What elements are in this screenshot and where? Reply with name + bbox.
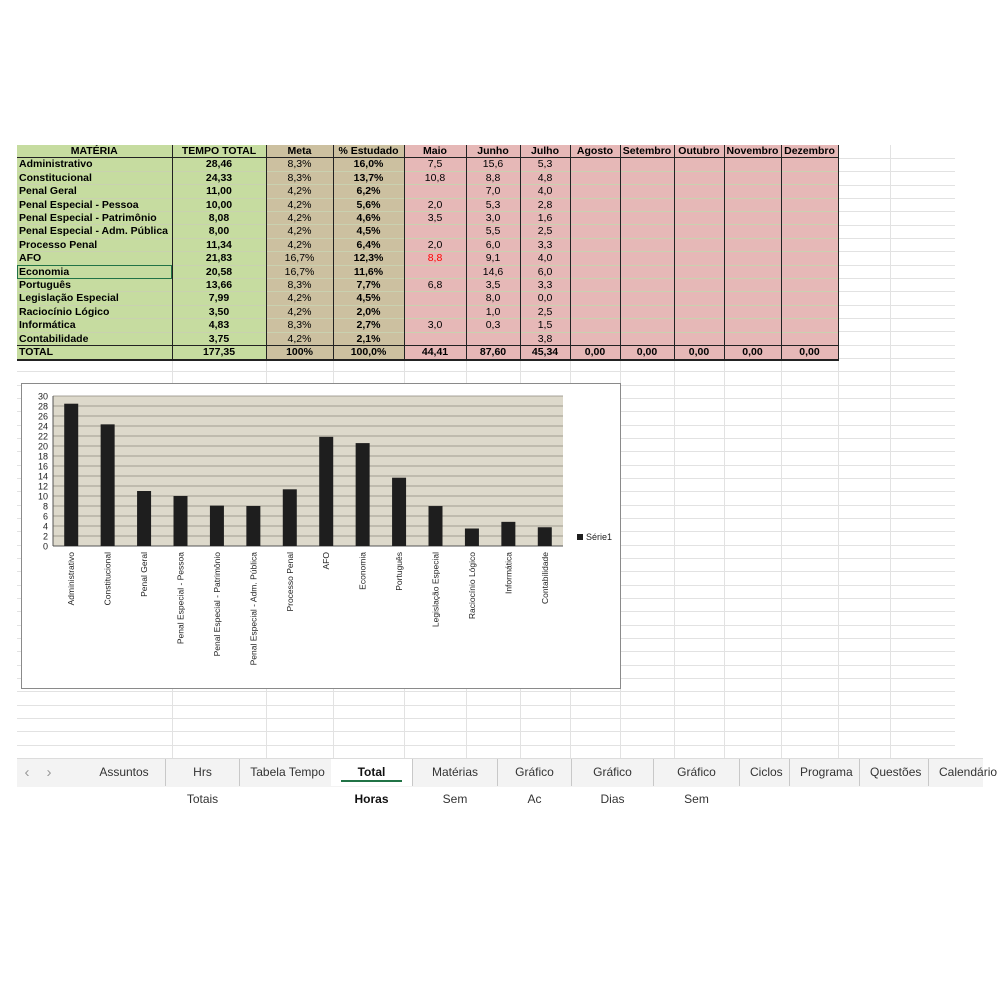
- cell-maio[interactable]: [404, 265, 466, 278]
- y-tick-label: 4: [42, 521, 48, 532]
- cell-meta[interactable]: 4,2%: [266, 238, 333, 251]
- cell-empty-month[interactable]: [620, 225, 674, 238]
- header-row: [17, 145, 838, 158]
- cell-empty-month[interactable]: [781, 171, 838, 184]
- cell-tempo[interactable]: 8,08: [172, 212, 266, 225]
- cell-julho[interactable]: 1,5: [520, 319, 570, 332]
- cell-empty-month[interactable]: [781, 212, 838, 225]
- tab-grafico-sem[interactable]: [654, 759, 740, 806]
- gridline: [17, 745, 955, 746]
- cell-tempo[interactable]: 20,58: [172, 265, 266, 278]
- cell-tempo[interactable]: 3,75: [172, 332, 266, 345]
- cell-empty-month[interactable]: [620, 292, 674, 305]
- bar: [174, 496, 188, 546]
- table-row: [17, 265, 838, 278]
- cell-maio[interactable]: 10,8: [404, 171, 466, 184]
- total-dezembro[interactable]: 0,00: [781, 346, 838, 360]
- legend-label: Série1: [586, 532, 613, 542]
- cell-julho[interactable]: 0,0: [520, 292, 570, 305]
- tab-label: Ciclos: [750, 765, 783, 779]
- cell-empty-month[interactable]: [620, 332, 674, 345]
- cell-empty-month[interactable]: [781, 292, 838, 305]
- legend-swatch: [577, 534, 583, 540]
- total-pct[interactable]: 100,0%: [333, 346, 404, 360]
- cell-maio[interactable]: 7,5: [404, 158, 466, 171]
- cell-tempo[interactable]: 24,33: [172, 171, 266, 184]
- gridline: [17, 691, 955, 692]
- bar: [392, 478, 406, 546]
- y-tick-label: 10: [37, 491, 48, 502]
- cell-julho[interactable]: 3,8: [520, 332, 570, 345]
- cell-pct[interactable]: 4,6%: [333, 212, 404, 225]
- cell-materia[interactable]: Português: [17, 279, 172, 292]
- gridline: [17, 705, 955, 706]
- cell-meta[interactable]: 8,3%: [266, 319, 333, 332]
- cell-empty-month[interactable]: [724, 185, 781, 198]
- cell-empty-month[interactable]: [570, 279, 620, 292]
- total-setembro[interactable]: 0,00: [620, 346, 674, 360]
- cell-empty-month[interactable]: [570, 292, 620, 305]
- cell-julho[interactable]: 2,5: [520, 225, 570, 238]
- header-dezembro[interactable]: Dezembro: [781, 145, 838, 158]
- cell-empty-month[interactable]: [781, 305, 838, 318]
- cell-junho[interactable]: 6,0: [466, 238, 520, 251]
- x-tick-label: Economia: [357, 552, 368, 590]
- y-tick-label: 26: [37, 411, 48, 422]
- cell-tempo[interactable]: 4,83: [172, 319, 266, 332]
- table-row: [17, 292, 838, 305]
- table-row: [17, 171, 838, 184]
- cell-empty-month[interactable]: [674, 171, 724, 184]
- cell-materia[interactable]: Economia: [17, 265, 172, 278]
- cell-materia[interactable]: Processo Penal: [17, 238, 172, 251]
- cell-empty-month[interactable]: [570, 319, 620, 332]
- total-tempo[interactable]: 177,35: [172, 346, 266, 360]
- cell-junho[interactable]: 7,0: [466, 185, 520, 198]
- cell-tempo[interactable]: 11,34: [172, 238, 266, 251]
- tab-label: Gráfico Sem: [677, 765, 716, 806]
- cell-empty-month[interactable]: [781, 279, 838, 292]
- header-agosto[interactable]: Agosto: [570, 145, 620, 158]
- cell-meta[interactable]: 4,2%: [266, 225, 333, 238]
- cell-julho[interactable]: 2,5: [520, 305, 570, 318]
- cell-empty-month[interactable]: [570, 212, 620, 225]
- tab-assuntos[interactable]: [83, 759, 166, 786]
- tab-label: Programa: [800, 765, 853, 779]
- cell-tempo[interactable]: 28,46: [172, 158, 266, 171]
- y-tick-label: 14: [37, 471, 48, 482]
- tab-programa[interactable]: [790, 759, 860, 786]
- x-tick-label: Administrativo: [66, 552, 77, 606]
- cell-maio[interactable]: 2,0: [404, 238, 466, 251]
- cell-julho[interactable]: 3,3: [520, 279, 570, 292]
- tab-grafico-ac[interactable]: [498, 759, 572, 806]
- cell-empty-month[interactable]: [674, 265, 724, 278]
- cell-empty-month[interactable]: [674, 158, 724, 171]
- y-tick-label: 6: [42, 511, 48, 522]
- cell-maio[interactable]: [404, 292, 466, 305]
- cell-empty-month[interactable]: [724, 319, 781, 332]
- cell-julho[interactable]: 4,0: [520, 185, 570, 198]
- bar: [465, 529, 479, 547]
- cell-tempo[interactable]: 13,66: [172, 279, 266, 292]
- cell-tempo[interactable]: 3,50: [172, 305, 266, 318]
- cell-julho[interactable]: 1,6: [520, 212, 570, 225]
- cell-meta[interactable]: 8,3%: [266, 279, 333, 292]
- cell-materia[interactable]: AFO: [17, 252, 172, 265]
- tab-label: Hrs Totais: [186, 765, 219, 806]
- cell-empty-month[interactable]: [724, 265, 781, 278]
- cell-empty-month[interactable]: [674, 198, 724, 211]
- cell-empty-month[interactable]: [674, 238, 724, 251]
- cell-empty-month[interactable]: [724, 198, 781, 211]
- cell-materia[interactable]: Legislação Especial: [17, 292, 172, 305]
- cell-pct[interactable]: 2,0%: [333, 305, 404, 318]
- cell-materia[interactable]: Penal Especial - Adm. Pública: [17, 225, 172, 238]
- cell-empty-month[interactable]: [724, 252, 781, 265]
- cell-junho[interactable]: 8,0: [466, 292, 520, 305]
- gridline: [17, 731, 955, 732]
- gridline: [890, 145, 891, 758]
- cell-empty-month[interactable]: [781, 198, 838, 211]
- cell-empty-month[interactable]: [570, 238, 620, 251]
- x-tick-label: Constitucional: [102, 552, 113, 606]
- tab-hrs-totais[interactable]: [166, 759, 240, 806]
- tab-label: Gráfico Ac: [515, 765, 554, 806]
- y-tick-label: 2: [42, 531, 48, 542]
- total-junho[interactable]: 87,60: [466, 346, 520, 360]
- cell-pct[interactable]: 13,7%: [333, 171, 404, 184]
- cell-meta[interactable]: 4,2%: [266, 212, 333, 225]
- cell-empty-month[interactable]: [570, 332, 620, 345]
- total-julho[interactable]: 45,34: [520, 346, 570, 360]
- cell-empty-month[interactable]: [724, 279, 781, 292]
- cell-junho[interactable]: [466, 332, 520, 345]
- x-tick-label: Informática: [503, 552, 514, 595]
- x-tick-label: Penal Especial - Adm. Pública: [248, 552, 259, 666]
- cell-empty-month[interactable]: [620, 265, 674, 278]
- cell-meta[interactable]: 16,7%: [266, 252, 333, 265]
- cell-empty-month[interactable]: [781, 225, 838, 238]
- cell-empty-month[interactable]: [570, 158, 620, 171]
- cell-empty-month[interactable]: [620, 252, 674, 265]
- cell-empty-month[interactable]: [570, 225, 620, 238]
- tab-ciclos[interactable]: [740, 759, 790, 786]
- cell-empty-month[interactable]: [724, 292, 781, 305]
- table-row: [17, 305, 838, 318]
- x-tick-label: AFO: [321, 552, 332, 570]
- x-tick-label: Raciocínio Lógico: [466, 552, 477, 620]
- y-tick-label: 0: [42, 541, 48, 552]
- tab-materias-sem[interactable]: [413, 759, 498, 806]
- cell-meta[interactable]: 4,2%: [266, 332, 333, 345]
- cell-materia[interactable]: Constitucional: [17, 171, 172, 184]
- table-row: [17, 238, 838, 251]
- y-tick-label: 28: [37, 401, 48, 412]
- cell-materia[interactable]: Administrativo: [17, 158, 172, 171]
- cell-materia[interactable]: Penal Especial - Patrimônio: [17, 212, 172, 225]
- y-tick-label: 16: [37, 461, 48, 472]
- cell-pct[interactable]: 2,1%: [333, 332, 404, 345]
- chart-canvas: [22, 384, 620, 688]
- bar: [538, 527, 552, 546]
- cell-junho[interactable]: 5,5: [466, 225, 520, 238]
- cell-meta[interactable]: 16,7%: [266, 265, 333, 278]
- bar: [319, 437, 333, 546]
- cell-julho[interactable]: 3,3: [520, 238, 570, 251]
- table-row: [17, 252, 838, 265]
- cell-pct[interactable]: 6,2%: [333, 185, 404, 198]
- cell-pct[interactable]: 5,6%: [333, 198, 404, 211]
- cell-junho[interactable]: 0,3: [466, 319, 520, 332]
- cell-empty-month[interactable]: [570, 198, 620, 211]
- cell-meta[interactable]: 8,3%: [266, 171, 333, 184]
- chevron-right-icon[interactable]: ›: [46, 764, 52, 781]
- cell-empty-month[interactable]: [781, 158, 838, 171]
- cell-tempo[interactable]: 7,99: [172, 292, 266, 305]
- table-row: [17, 158, 838, 171]
- total-meta[interactable]: 100%: [266, 346, 333, 360]
- y-tick-label: 20: [37, 441, 48, 452]
- cell-maio[interactable]: 8,8: [404, 252, 466, 265]
- tab-label: Assuntos: [99, 765, 149, 779]
- tab-label: Matérias Sem: [431, 765, 478, 806]
- header-meta[interactable]: Meta: [266, 145, 333, 158]
- bar: [501, 522, 515, 546]
- tab-label: Questões: [870, 765, 922, 779]
- cell-pct[interactable]: 6,4%: [333, 238, 404, 251]
- cell-empty-month[interactable]: [570, 252, 620, 265]
- header-julho[interactable]: Julho: [520, 145, 570, 158]
- y-tick-label: 18: [37, 451, 48, 462]
- cell-pct[interactable]: 7,7%: [333, 279, 404, 292]
- cell-empty-month[interactable]: [570, 171, 620, 184]
- cell-empty-month[interactable]: [674, 212, 724, 225]
- total-maio[interactable]: 44,41: [404, 346, 466, 360]
- cell-maio[interactable]: [404, 225, 466, 238]
- cell-tempo[interactable]: 10,00: [172, 198, 266, 211]
- bar: [283, 489, 297, 546]
- cell-empty-month[interactable]: [724, 332, 781, 345]
- cell-empty-month[interactable]: [674, 319, 724, 332]
- cell-empty-month[interactable]: [724, 212, 781, 225]
- y-tick-label: 30: [37, 391, 48, 402]
- cell-junho[interactable]: 3,5: [466, 279, 520, 292]
- cell-empty-month[interactable]: [724, 238, 781, 251]
- total-agosto[interactable]: 0,00: [570, 346, 620, 360]
- header-estudado[interactable]: % Estudado: [333, 145, 404, 158]
- bar: [137, 491, 151, 546]
- plot-area: [53, 396, 563, 546]
- cell-maio[interactable]: 3,0: [404, 319, 466, 332]
- cell-meta[interactable]: 4,2%: [266, 305, 333, 318]
- active-tab-underline: [341, 780, 402, 782]
- bar: [210, 506, 224, 546]
- cell-maio[interactable]: [404, 185, 466, 198]
- x-tick-label: Processo Penal: [284, 552, 295, 612]
- header-setembro[interactable]: Setembro: [620, 145, 674, 158]
- table-row: [17, 198, 838, 211]
- bar: [64, 404, 78, 546]
- gridline: [17, 718, 955, 719]
- cell-empty-month[interactable]: [674, 252, 724, 265]
- cell-pct[interactable]: 4,5%: [333, 292, 404, 305]
- cell-julho[interactable]: 5,3: [520, 158, 570, 171]
- bar: [429, 506, 443, 546]
- cell-empty-month[interactable]: [674, 225, 724, 238]
- x-tick-label: Penal Geral: [139, 552, 150, 597]
- y-tick-label: 12: [37, 481, 48, 492]
- cell-pct[interactable]: 11,6%: [333, 265, 404, 278]
- cell-junho[interactable]: 14,6: [466, 265, 520, 278]
- table-row: [17, 185, 838, 198]
- table-body: [17, 158, 838, 346]
- cell-meta[interactable]: 4,2%: [266, 185, 333, 198]
- cell-tempo[interactable]: 8,00: [172, 225, 266, 238]
- tab-label: Gráfico Dias: [593, 765, 632, 806]
- cell-materia[interactable]: Penal Geral: [17, 185, 172, 198]
- cell-empty-month[interactable]: [620, 319, 674, 332]
- header-novembro[interactable]: Novembro: [724, 145, 781, 158]
- cell-julho[interactable]: 2,8: [520, 198, 570, 211]
- cell-empty-month[interactable]: [620, 238, 674, 251]
- header-maio[interactable]: Maio: [404, 145, 466, 158]
- cell-empty-month[interactable]: [570, 185, 620, 198]
- cell-junho[interactable]: 1,0: [466, 305, 520, 318]
- total-label[interactable]: TOTAL: [17, 346, 172, 360]
- cell-maio[interactable]: [404, 332, 466, 345]
- cell-pct[interactable]: 16,0%: [333, 158, 404, 171]
- cell-junho[interactable]: 9,1: [466, 252, 520, 265]
- cell-empty-month[interactable]: [620, 198, 674, 211]
- x-tick-label: Legislação Especial: [430, 552, 441, 628]
- x-tick-label: Penal Especial - Pessoa: [175, 552, 186, 645]
- tab-total-horas[interactable]: [331, 759, 413, 806]
- cell-empty-month[interactable]: [781, 238, 838, 251]
- cell-pct[interactable]: 4,5%: [333, 225, 404, 238]
- cell-materia[interactable]: Informática: [17, 319, 172, 332]
- cell-julho[interactable]: 6,0: [520, 265, 570, 278]
- bar: [246, 506, 260, 546]
- total-row: [17, 346, 838, 360]
- cell-meta[interactable]: 4,2%: [266, 198, 333, 211]
- header-materia[interactable]: MATÉRIA: [17, 145, 172, 158]
- cell-empty-month[interactable]: [781, 185, 838, 198]
- cell-materia[interactable]: Penal Especial - Pessoa: [17, 198, 172, 211]
- cell-pct[interactable]: 12,3%: [333, 252, 404, 265]
- x-tick-label: Penal Especial - Patrimônio: [211, 552, 222, 657]
- cell-empty-month[interactable]: [620, 185, 674, 198]
- cell-maio[interactable]: 3,5: [404, 212, 466, 225]
- cell-tempo[interactable]: 21,83: [172, 252, 266, 265]
- cell-junho[interactable]: 15,6: [466, 158, 520, 171]
- cell-empty-month[interactable]: [724, 171, 781, 184]
- table-row: [17, 225, 838, 238]
- cell-empty-month[interactable]: [674, 292, 724, 305]
- cell-empty-month[interactable]: [620, 212, 674, 225]
- tab-questoes[interactable]: [860, 759, 929, 786]
- bar-chart[interactable]: [21, 383, 621, 689]
- x-tick-label: Contabilidade: [539, 552, 550, 604]
- header-junho[interactable]: Junho: [466, 145, 520, 158]
- cell-maio[interactable]: 2,0: [404, 198, 466, 211]
- header-tempo-total[interactable]: TEMPO TOTAL: [172, 145, 266, 158]
- hours-table: [17, 145, 839, 361]
- tab-label: Calendário: [939, 765, 998, 779]
- cell-empty-month[interactable]: [620, 158, 674, 171]
- cell-empty-month[interactable]: [724, 305, 781, 318]
- cell-empty-month[interactable]: [620, 279, 674, 292]
- cell-empty-month[interactable]: [674, 332, 724, 345]
- tab-grafico-dias[interactable]: [572, 759, 654, 806]
- cell-empty-month[interactable]: [674, 185, 724, 198]
- cell-empty-month[interactable]: [674, 279, 724, 292]
- table-row: [17, 279, 838, 292]
- total-novembro[interactable]: 0,00: [724, 346, 781, 360]
- sheet-tab-bar: [17, 758, 998, 806]
- cell-junho[interactable]: 3,0: [466, 212, 520, 225]
- bar: [356, 443, 370, 546]
- tab-tabela-tempo[interactable]: [240, 759, 336, 786]
- tab-label: Total Horas: [354, 765, 389, 806]
- cell-junho[interactable]: 8,8: [466, 171, 520, 184]
- cell-meta[interactable]: 4,2%: [266, 292, 333, 305]
- gridline: [17, 371, 955, 372]
- cell-materia[interactable]: Raciocínio Lógico: [17, 305, 172, 318]
- table-row: [17, 212, 838, 225]
- cell-meta[interactable]: 8,3%: [266, 158, 333, 171]
- cell-empty-month[interactable]: [570, 265, 620, 278]
- cell-empty-month[interactable]: [620, 171, 674, 184]
- cell-maio[interactable]: 6,8: [404, 279, 466, 292]
- cell-empty-month[interactable]: [674, 305, 724, 318]
- cell-junho[interactable]: 5,3: [466, 198, 520, 211]
- table-row: [17, 319, 838, 332]
- cell-tempo[interactable]: 11,00: [172, 185, 266, 198]
- cell-maio[interactable]: [404, 305, 466, 318]
- cell-empty-month[interactable]: [620, 305, 674, 318]
- tab-calendario[interactable]: [929, 759, 999, 786]
- cell-julho[interactable]: 4,8: [520, 171, 570, 184]
- tab-label: Tabela Tempo: [250, 765, 325, 779]
- cell-julho[interactable]: 4,0: [520, 252, 570, 265]
- cell-empty-month[interactable]: [781, 332, 838, 345]
- y-tick-label: 8: [42, 501, 48, 512]
- cell-empty-month[interactable]: [781, 252, 838, 265]
- cell-empty-month[interactable]: [724, 158, 781, 171]
- x-tick-label: Português: [394, 552, 405, 591]
- y-tick-label: 22: [37, 431, 48, 442]
- cell-empty-month[interactable]: [570, 305, 620, 318]
- cell-materia[interactable]: Contabilidade: [17, 332, 172, 345]
- chevron-left-icon[interactable]: ‹: [24, 764, 30, 781]
- y-tick-label: 24: [37, 421, 48, 432]
- table-row: [17, 332, 838, 345]
- header-outubro[interactable]: Outubro: [674, 145, 724, 158]
- cell-empty-month[interactable]: [724, 225, 781, 238]
- total-outubro[interactable]: 0,00: [674, 346, 724, 360]
- bar: [101, 424, 115, 546]
- cell-pct[interactable]: 2,7%: [333, 319, 404, 332]
- cell-empty-month[interactable]: [781, 265, 838, 278]
- cell-empty-month[interactable]: [781, 319, 838, 332]
